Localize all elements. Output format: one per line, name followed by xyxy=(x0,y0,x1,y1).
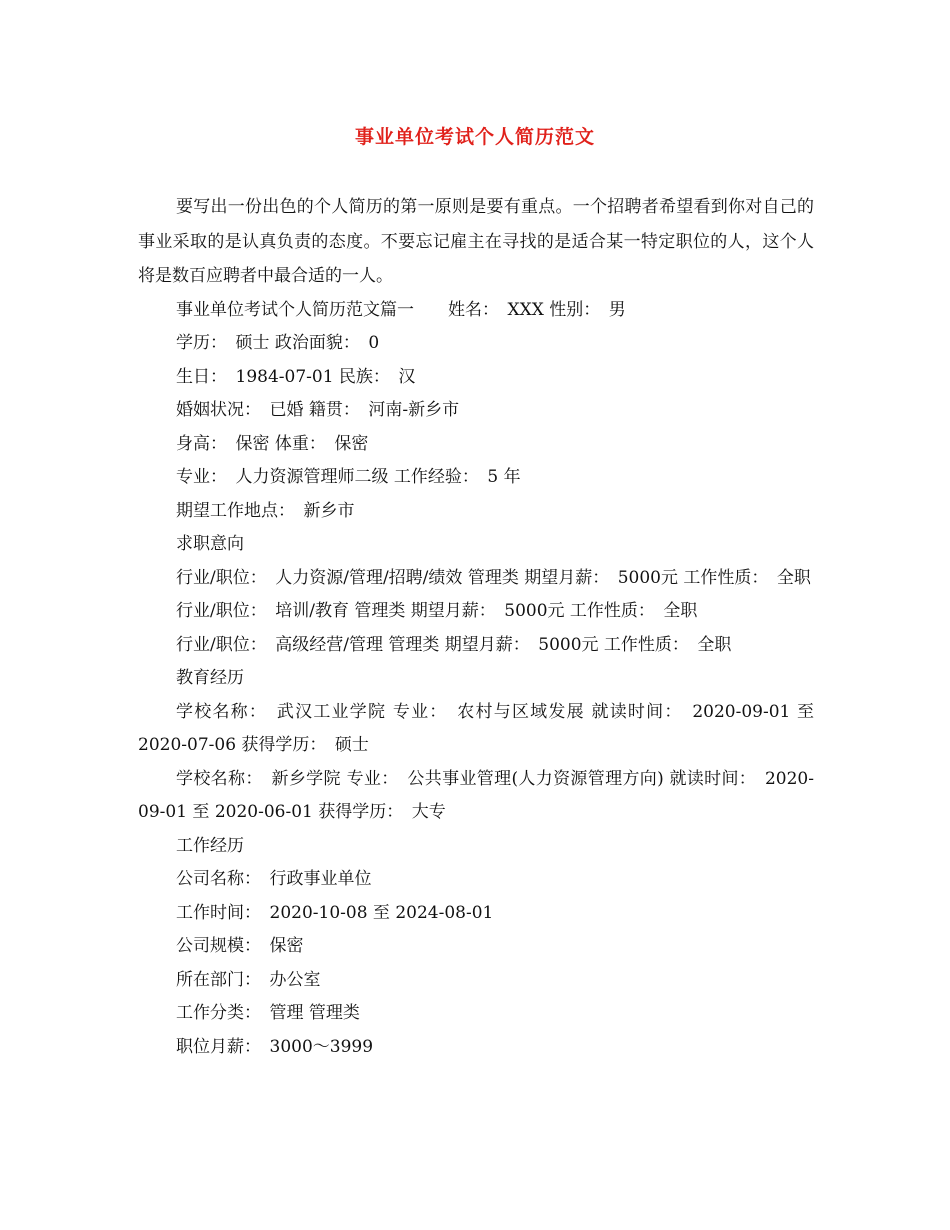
job-intention-item: 行业/职位： 人力资源/管理/招聘/绩效 管理类 期望月薪： 5000元 工作性质： 全职 xyxy=(176,567,811,588)
education-item: 学校名称： 武汉工业学院 专业： 农村与区域发展 就读时间： 2020-09-01 至 2020-07-06 获得学历： 硕士 xyxy=(138,701,820,755)
education-item: 学校名称： 新乡学院 专业： 公共事业管理(人力资源管理方向) 就读时间： 2020-09-01 至 2020-06-01 获得学历： 大专 xyxy=(138,768,814,822)
expected-location-line: 期望工作地点： 新乡市 xyxy=(176,500,355,521)
job-category-line: 工作分类： 管理 管理类 xyxy=(176,1003,360,1023)
company-name-line: 公司名称： 行政事业单位 xyxy=(176,869,372,889)
department-line: 所在部门： 办公室 xyxy=(176,969,321,990)
education-politics-line: 学历： 硕士 政治面貌： 0 xyxy=(176,333,380,353)
document-body xyxy=(138,190,820,1064)
birthday-ethnicity-line: 生日： 1984-07-01 民族： 汉 xyxy=(176,366,416,387)
section-heading-education: 教育经历 xyxy=(176,668,244,688)
monthly-salary-line: 职位月薪： 3000～3999 xyxy=(176,1036,374,1057)
section-heading-job-intention: 求职意向 xyxy=(176,534,244,554)
section-heading-work: 工作经历 xyxy=(176,835,244,856)
document-title: 事业单位考试个人简历范文 xyxy=(354,126,595,148)
major-experience-line: 专业： 人力资源管理师二级 工作经验： 5 年 xyxy=(176,467,521,487)
job-intention-item: 行业/职位： 培训/教育 管理类 期望月薪： 5000元 工作性质： 全职 xyxy=(176,601,698,621)
intro-paragraph: 要写出一份出色的个人简历的第一原则是要有重点。一个招聘者希望看到你对自己的事业采取的是认真负责的态度。不要忘记雇主在寻找的是适合某一特定职位的人，这个人将是数百应聘者中最合适的一人。 xyxy=(138,197,814,286)
job-intention-item: 行业/职位： 高级经营/管理 管理类 期望月薪： 5000元 工作性质： 全职 xyxy=(176,634,732,655)
height-weight-line: 身高： 保密 体重： 保密 xyxy=(176,433,369,454)
marital-hometown-line: 婚姻状况： 已婚 籍贯： 河南-新乡市 xyxy=(176,400,460,420)
work-period-line: 工作时间： 2020-10-08 至 2024-08-01 xyxy=(176,902,494,923)
resume-heading-name-gender: 事业单位考试个人简历范文篇一 姓名： XXX 性别： 男 xyxy=(176,299,626,320)
company-size-line: 公司规模： 保密 xyxy=(176,936,304,956)
